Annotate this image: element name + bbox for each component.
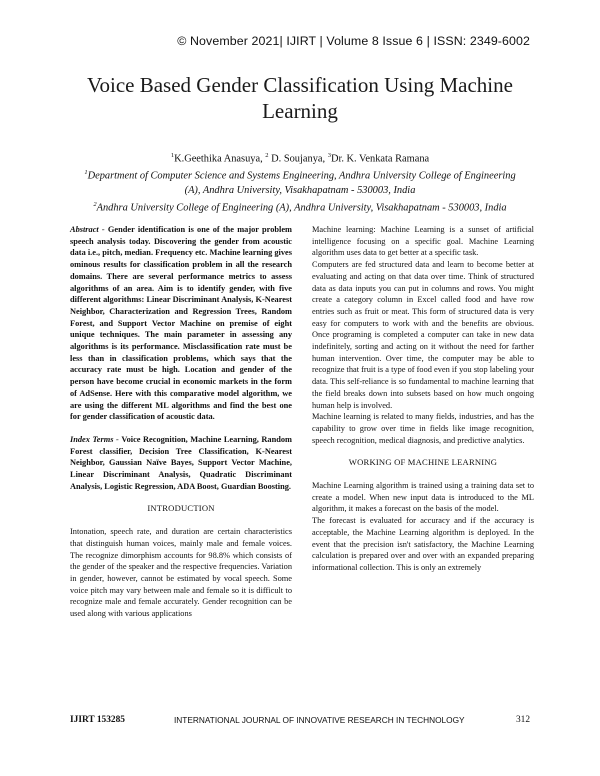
affiliation-2-line: Andhra University College of Engineering (A), Andhra University, Visakhapatnam - 530003, India [96,202,507,214]
introduction-heading: INTRODUCTION [147,503,215,514]
right-column [312,224,534,574]
left-column [70,224,292,620]
affiliation-2 [40,198,560,215]
author-names [40,149,560,166]
abstract-label: Abstract - [70,225,108,234]
introduction-paragraph: Intonation, speech rate, and duration are certain characteristics that distinguish human voices, mainly male and female voices. The recognize dimorphism accounts for 98.8% which consists of the gender of the speaker and the respective frequencies. Variation in gender, however, cannot be estimated by vocal speech. Some voice pitch may vary between male and female so it is difficult to recognize male and female accurately. Gender recognition can be used along with various applications [70,527,292,619]
ml-fields-paragraph: Machine learning is related to many fields, industries, and has the capability to grow over time in fields like image recognition, speech recognition, medical diagnosis, and predictive analytics. [312,412,534,445]
forecast-paragraph: The forecast is evaluated for accuracy and if the accuracy is acceptable, the Machine Learning algorithm is deployed. In the event that the precision isn't satisfactory, the Machine Learning calculation is prepared over and over with an expanded preparing informational collection. This is only an extremely [312,516,534,572]
author-block [40,149,560,215]
author-3-name: Dr. K. Venkata Ramana [330,153,430,165]
affiliation-1-line-1: Department of Computer Science and Systems Engineering, Andhra University College of Engineering [87,170,516,182]
paper-title [60,72,540,124]
ml-definition-paragraph: Machine learning: Machine Learning is a sunset of artificial intelligence focusing on a specific goal. Machine Learning algorithm uses data to get better at a specific task. [312,225,534,258]
author-1-sup: 1 [170,152,175,159]
author-2-sup: 2 [265,152,269,159]
abstract [70,224,292,423]
author-3-sup: 3 [327,152,331,159]
index-terms [70,434,292,493]
affiliation-1-sup: 1 [84,169,88,177]
footer-paper-id: IJIRT 153285 [70,715,125,725]
index-terms-label: Index Terms - [70,434,122,444]
paper-title-line-2: Learning [262,99,338,123]
paper-title-line-1: Voice Based Gender Classification Using Machine [87,73,513,97]
footer-journal-name: INTERNATIONAL JOURNAL OF INNOVATIVE RESEARCH IN TECHNOLOGY [174,715,465,725]
structured-data-paragraph: Computers are fed structured data and learn to become better at evaluating and acting on that data over time. Think of structured data as data inputs you can put in columns and rows. You might create a category column in Excel called food and have row entries such as fruit or meat. This form of structured data is very easy for computers to work with and the benefits are obvious. Once programing is completed a computer can take in new data indefinitely, sorting and acting on it without the need for farther human intervention. Over time, the computer may be able to recognize that fruit is a type of food even if you stop labeling your data. This self-reliance is so fundamental to machine learning that the field breaks down into subsets based on how much ongoing human help is involved. [312,260,534,410]
author-2-name: D. Soujanya, [268,153,328,165]
affiliation-1-line-2: (A), Andhra University, Visakhapatnam - 530003, India [184,184,416,196]
affiliation-1 [40,166,560,183]
index-terms-text: Voice Recognition, Machine Learning, Random Forest classifier, Decision Tree Classification, K-Nearest Neighbor, Gaussian Naïve Bayes, Support Vector Machine, Linear Discriminant Analysis, Quadratic Discriminant Analysis, Logistic Regression, ADA Boost, Guardian Boosting. [70,434,292,491]
author-1-name: K.Geethika Anasuya, [174,153,266,165]
abstract-text: Gender identification is one of the major problem speech analysis today. Discovering the gender from acoustic data i.e., pitch, median. Frequency etc. Machine learning gives ominous results for classification problem in all the research domains. There are several performance metrics to assess algorithms of an area. Aim is to identify gender, with five different algorithms: Linear Discriminant Analysis, K-Nearest Neighbor, Characterization and Regression Trees, Random Forest, and Support Vector Machine on premise of eight unique techniques. The main parameter in assessing any algorithms is its performance. Misclassification rate must be less than in classification problems, which says that the accuracy rate must be high. Location and gender of the person have become crucial in economic markets in the form of AdSense. Here with this comparative model algorithm, we are using the different ML algorithms and find the best one for gender classification of acoustic data. [70,225,292,422]
training-paragraph: Machine Learning algorithm is trained using a training data set to create a model. When new input data is introduced to the ML algorithm, it makes a forecast on the basis of the model. [312,481,534,514]
journal-header: © November 2021| IJIRT | Volume 8 Issue 6 | ISSN: 2349-6002 [177,34,530,48]
working-of-ml-heading: WORKING OF MACHINE LEARNING [348,457,498,468]
affiliation-2-sup: 2 [93,200,97,208]
footer-page-number: 312 [515,715,530,725]
